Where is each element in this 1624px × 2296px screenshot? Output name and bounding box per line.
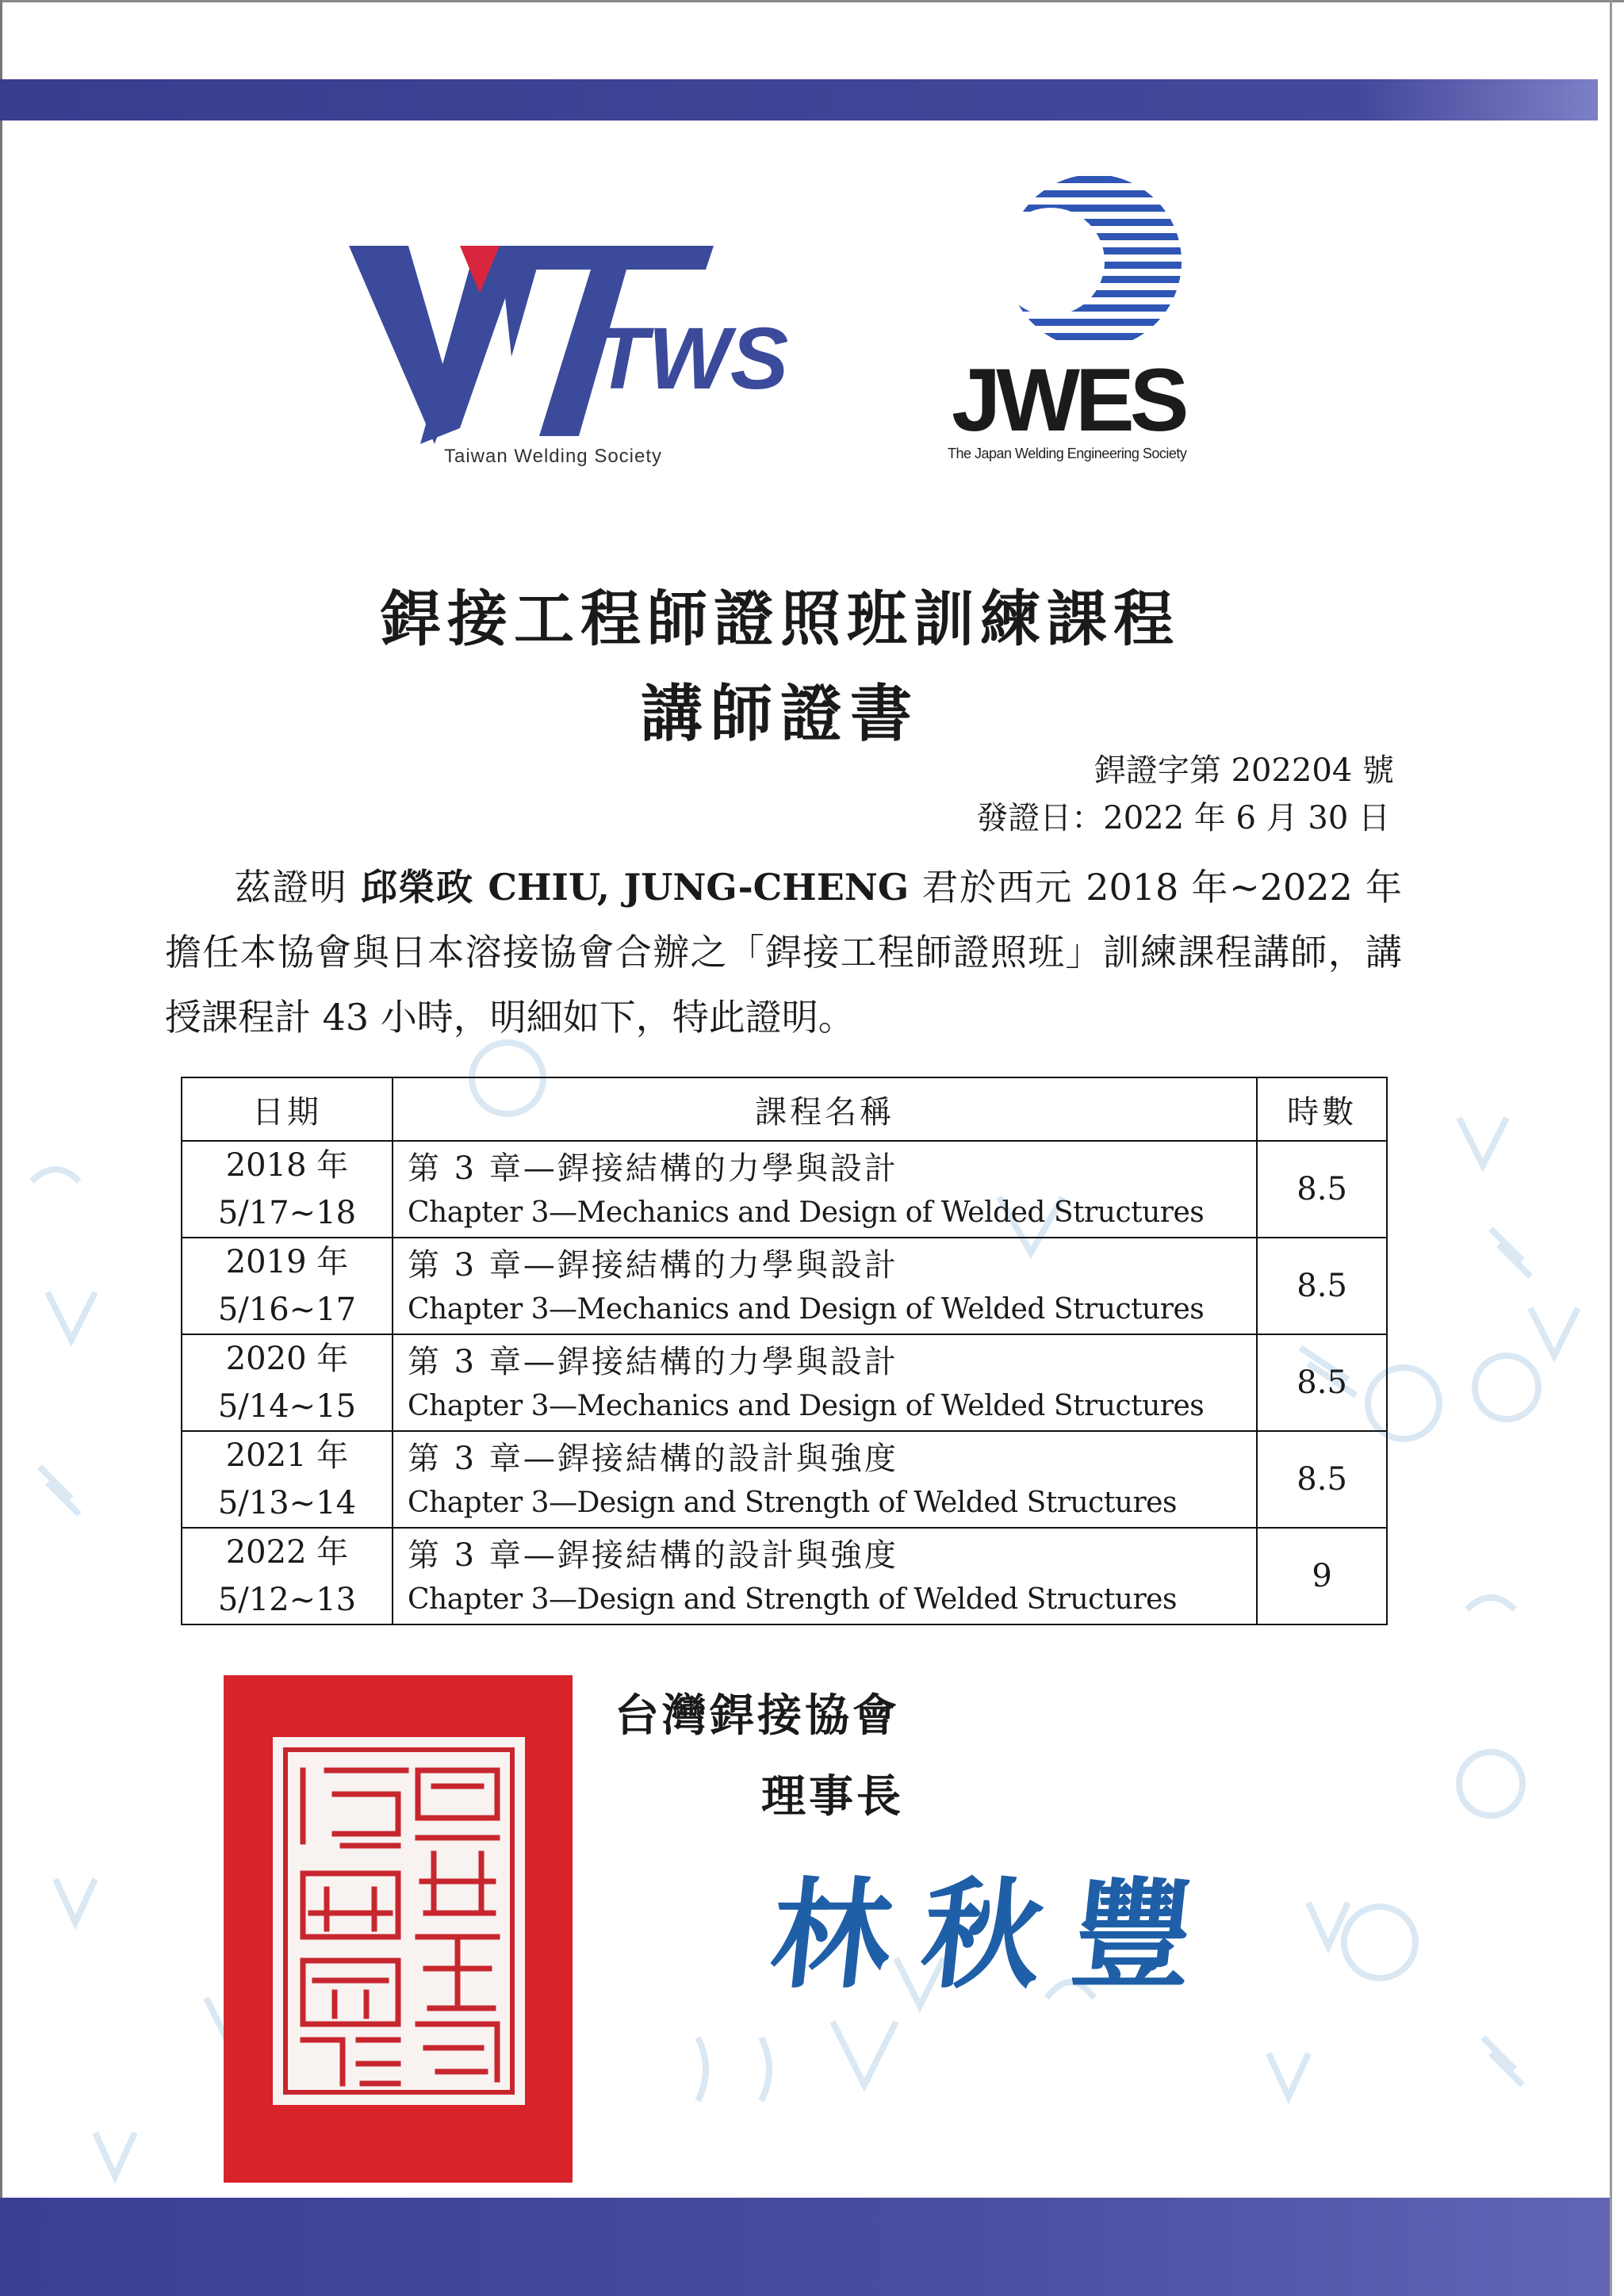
header-hours: 時數: [1257, 1077, 1387, 1141]
row-days: 5/14~15: [217, 1388, 357, 1425]
page-edge: [0, 0, 2, 2296]
organization-name: 台灣銲接協會: [615, 1689, 900, 1742]
row-days: 5/13~14: [217, 1485, 357, 1521]
table-row: [182, 1431, 1387, 1528]
jwes-caption: The Japan Welding Engineering Society: [948, 446, 1187, 461]
row-hours: 9: [1257, 1528, 1387, 1624]
table-row: [182, 1528, 1387, 1624]
recipient-name: 邱榮政 CHIU, JUNG-CHENG: [360, 866, 910, 909]
signatory-title: 理事長: [761, 1770, 904, 1823]
course-name-zh: 第 3 章—銲接結構的力學與設計: [407, 1150, 898, 1187]
course-name-en: Chapter 3—Mechanics and Design of Welded Structures: [407, 1390, 1205, 1422]
table-row: [182, 1238, 1387, 1334]
jwes-wordmark: JWES: [952, 350, 1185, 450]
row-date: [182, 1141, 393, 1238]
tws-logo-icon: [341, 238, 817, 476]
official-seal-icon: [224, 1675, 573, 2183]
row-date: [182, 1528, 393, 1624]
header-date: 日期: [182, 1077, 393, 1141]
course-name-en: Chapter 3—Mechanics and Design of Welded Structures: [407, 1196, 1205, 1229]
row-course: [393, 1431, 1257, 1528]
course-name-en: Chapter 3—Design and Strength of Welded Structures: [407, 1583, 1177, 1616]
row-date: [182, 1238, 393, 1334]
course-name-zh: 第 3 章—銲接結構的設計與強度: [407, 1537, 898, 1574]
certificate-subtitle: 講師證書: [640, 678, 920, 750]
page-edge: [1610, 0, 1612, 2296]
row-course: [393, 1238, 1257, 1334]
certificate-title: 銲接工程師證照班訓練課程: [381, 584, 1180, 654]
table-row: [182, 1141, 1387, 1238]
table-row: [182, 1334, 1387, 1431]
page-edge: [0, 0, 1624, 2]
svg-text:TWS: TWS: [595, 310, 789, 408]
course-name-zh: 第 3 章—銲接結構的力學與設計: [407, 1344, 898, 1380]
row-hours: 8.5: [1257, 1334, 1387, 1431]
row-days: 5/17~18: [217, 1195, 357, 1231]
row-year: 2021 年: [225, 1437, 349, 1474]
row-course: [393, 1141, 1257, 1238]
row-year: 2019 年: [225, 1244, 349, 1280]
row-date: [182, 1334, 393, 1431]
table-header-row: [182, 1077, 1387, 1141]
body-text: 君於西元 2018 年~2022 年擔任本協會與日本溶接協會合辦之「銲接工程師證照班」訓練課程講師，講授課程計 43 小時，明細如下，特此證明。: [165, 866, 1403, 1039]
row-date: [182, 1431, 393, 1528]
bottom-decorative-band: [0, 2198, 1610, 2296]
row-year: 2018 年: [225, 1147, 349, 1184]
row-hours: 8.5: [1257, 1238, 1387, 1334]
signature: 林秋豐: [764, 1866, 1231, 2005]
top-decorative-band: [0, 79, 1598, 121]
certificate-number: 銲證字第 202204 號: [1094, 752, 1394, 789]
course-name-en: Chapter 3—Mechanics and Design of Welded Structures: [407, 1293, 1205, 1326]
row-year: 2020 年: [225, 1341, 349, 1377]
row-course: [393, 1528, 1257, 1624]
course-name-en: Chapter 3—Design and Strength of Welded Structures: [407, 1487, 1177, 1519]
row-days: 5/16~17: [217, 1292, 357, 1328]
body-intro: 茲證明: [233, 866, 348, 909]
row-hours: 8.5: [1257, 1141, 1387, 1238]
course-name-zh: 第 3 章—銲接結構的力學與設計: [407, 1247, 898, 1284]
certificate-body: [165, 855, 1402, 1050]
row-hours: 8.5: [1257, 1431, 1387, 1528]
tws-caption: Taiwan Welding Society: [444, 446, 663, 467]
row-year: 2022 年: [225, 1534, 349, 1571]
issue-date: 發證日：2022 年 6 月 30 日: [976, 800, 1390, 836]
course-table: [181, 1077, 1388, 1625]
row-course: [393, 1334, 1257, 1431]
header-course: 課程名稱: [393, 1077, 1257, 1141]
row-days: 5/12~13: [217, 1582, 357, 1618]
course-name-zh: 第 3 章—銲接結構的設計與強度: [407, 1441, 898, 1477]
